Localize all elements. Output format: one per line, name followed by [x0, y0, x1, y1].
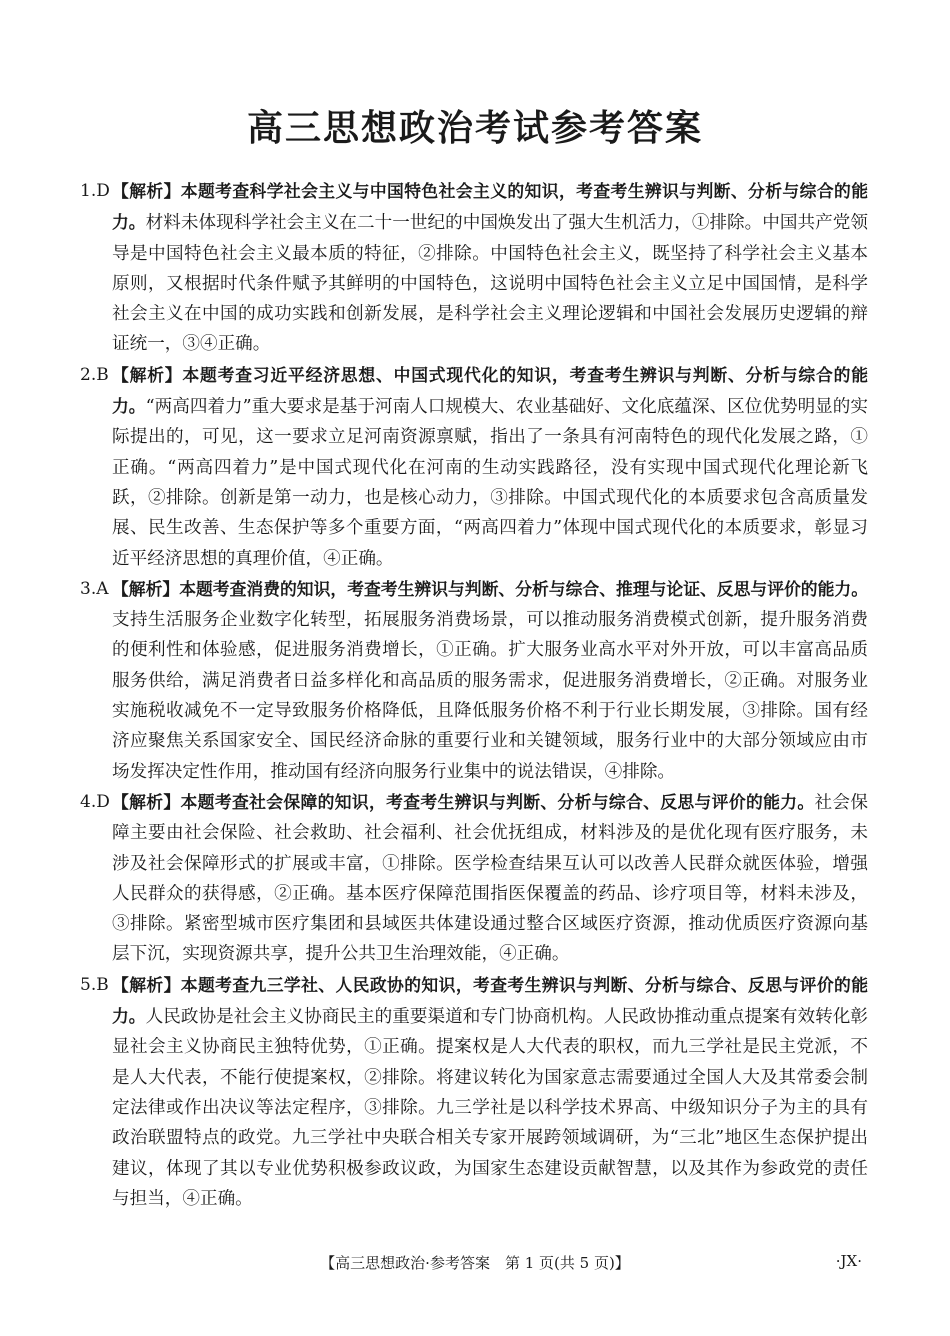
analysis-body: 社会保障主要由社会保险、社会救助、社会福利、社会优抚组成，材料涉及的是优化现有医疗服务，未涉及社会保障形式的扩展或丰富，①排除。医学检查结果互认可以改善人民群众就医体验，增强人民群众的获得感，②正确。基本医疗保障范围指医保覆盖的药品、诊疗项目等，材料未涉及，③排除。紧密型城市医疗集团和县域医共体建设通过整合区域医疗资源，推动优质医疗资源向基层下沉，实现资源共享，提升公共卫生治理效能，④正确。	[112, 792, 868, 965]
analysis-lead: 本题考查消费的知识，考查考生辨识与判断、分析与综合、推理与论证、反思与评价的能力。	[179, 578, 868, 599]
question-number: 4.D	[80, 791, 110, 812]
analysis-tag: 【解析】	[112, 181, 181, 201]
analysis-lead: 本题考查习近平经济思想、中国式现代化的知识，考查考生辨识与判断、分析与综合的能力。	[112, 364, 868, 417]
footer-code: ·JX·	[835, 1252, 862, 1270]
answer-list	[80, 176, 868, 1214]
answer-item-3	[80, 574, 868, 787]
answer-item-1	[80, 176, 868, 360]
answer-item-2	[80, 360, 868, 574]
analysis-body: 人民政协是社会主义协商民主的重要渠道和专门协商机构。人民政协推动重点提案有效转化彰显社会主义协商民主独特优势，①正确。提案权是人大代表的职权，而九三学社是民主党派，不是人大代表，不能行使提案权，②排除。将建议转化为国家意志需要通过全国人大及其常委会制定法律或作出决议等法定程序，③排除。九三学社是以科学技术界高、中级知识分子为主的具有政治联盟特点的政党。九三学社中央联合相关专家开展跨领域调研，为“三北”地区生态保护提出建议，体现了其以专业优势积极参政议政，为国家生态建设贡献智慧，以及其作为参政党的责任与担当，④正确。	[112, 1007, 868, 1209]
analysis-tag: 【解析】	[112, 578, 180, 599]
question-number: 5.B	[80, 974, 109, 995]
analysis-body: “两高四着力”重大要求是基于河南人口规模大、农业基础好、文化底蕴深、区位优势明显的实际提出的，可见，这一要求立足河南资源禀赋，指出了一条具有河南特色的现代化发展之路，①正确。“两高四着力”是中国式现代化在河南的生动实践路径，没有实现中国式现代化理论新飞跃，②排除。创新是第一动力，也是核心动力，③排除。中国式现代化的本质要求包含高质量发展、民生改善、生态保护等多个重要方面，“两高四着力”体现中国式现代化的本质要求，彰显习近平经济思想的真理价值，④正确。	[112, 397, 868, 569]
analysis-tag: 【解析】	[112, 364, 183, 385]
analysis-lead: 本题考查社会保障的知识，考查考生辨识与判断、分析与综合、反思与评价的能力。	[180, 791, 815, 812]
analysis-body: 材料未体现科学社会主义在二十一世纪的中国焕发出了强大生机活力，①排除。中国共产党领导是中国特色社会主义最本质的特征，②排除。中国特色社会主义，既坚持了科学社会主义基本原则，又根据时代条件赋予其鲜明的中国特色，这说明中国特色社会主义立足中国国情，是科学社会主义在中国的成功实践和创新发展，是科学社会主义理论逻辑和中国社会发展历史逻辑的辩证统一，③④正确。	[112, 213, 868, 355]
page-footer: 【高三思想政治·参考答案 第 1 页(共 5 页)】	[320, 1254, 630, 1272]
page-title: 高三思想政治考试参考答案	[246, 108, 703, 149]
answer-item-4	[80, 787, 868, 970]
question-number: 1.D	[80, 181, 110, 201]
analysis-body: 支持生活服务企业数字化转型，拓展服务消费场景，可以推动服务消费模式创新，提升服务消费的便利性和体验感，促进服务消费增长，①正确。扩大服务业高水平对外开放，可以丰富高品质服务供给，满足消费者日益多样化和高品质的服务需求，促进服务消费增长，②正确。对服务业实施税收减免不一定导致服务价格降低，且降低服务价格不利于行业长期发展，③排除。国有经济应聚焦关系国家安全、国民经济命脉的重要行业和关键领域，服务行业中的大部分领域应由市场发挥决定性作用，推动国有经济向服务行业集中的说法错误，④排除。	[112, 610, 868, 782]
analysis-lead: 本题考查九三学社、人民政协的知识，考查考生辨识与判断、分析与综合、反思与评价的能力。	[112, 974, 868, 1027]
analysis-lead: 本题考查科学社会主义与中国特色社会主义的知识，考查考生辨识与判断、分析与综合的能力。	[112, 181, 868, 233]
analysis-tag: 【解析】	[112, 974, 181, 995]
analysis-tag: 【解析】	[112, 791, 181, 812]
question-number: 2.B	[80, 364, 109, 385]
answer-item-5	[80, 970, 868, 1214]
question-number: 3.A	[80, 578, 109, 599]
